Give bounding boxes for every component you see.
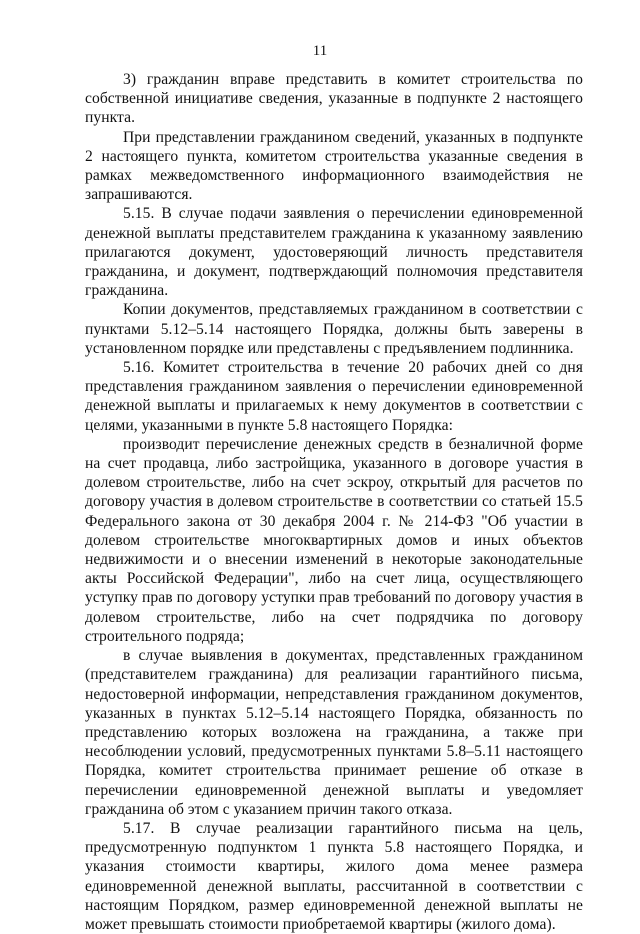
paragraph-transfer-funds: производит перечисление денежных средств в безналичной форме на счет продавца, либо застройщика, указанного в договоре участия в долевом строительстве, либо на счет эскроу, открытый для расчетов по договору участия в долевом строительстве в соответствии со статьей 15.5 Федерального закона от 30 декабря 2004 г. № 214-ФЗ "Об участии в долевом строительстве многоквартирных домов и иных объектов недвижимости и о внесении изменений в некоторые законодательные акты Российской Федерации", либо на счет лица, осуществляющего уступку прав по договору уступки прав требований по договору участия в долевом строительстве, либо на счет подрядчика по договору строительного подряда; xyxy=(85,435,583,645)
paragraph-5-15: 5.15. В случае подачи заявления о перечислении единовременной денежной выплаты представителем гражданина к указанному заявлению прилагаются документ, удостоверяющий личность представителя гражданина, и документ, подтверждающий полномочия представителя гражданина. xyxy=(85,205,583,300)
paragraph-refusal: в случае выявления в документах, представленных гражданином (представителем гражданина) для реализации гарантийного письма, недостоверной информации, непредставления гражданином документов, указанных в пунктах 5.12–5.14 настоящего Порядка, обязанность по представлению которых возложена на гражданина, а также при несоблюдении условий, предусмотренных пунктами 5.8–5.11 настоящего Порядка, комитет строительства принимает решение об отказе в перечислении единовременной денежной выплаты и уведомляет гражданина об этом с указанием причин такого отказа. xyxy=(85,647,583,818)
paragraph-subitem-3: 3) гражданин вправе представить в комитет строительства по собственной инициативе сведения, указанные в подпункте 2 настоящего пункта. xyxy=(85,71,583,127)
paragraph-info-request: При представлении гражданином сведений, указанных в подпункте 2 настоящего пункта, комитетом строительства указанные сведения в рамках межведомственного информационного взаимодействия не запрашиваются. xyxy=(85,128,583,204)
page-number: 11 xyxy=(312,43,328,59)
paragraph-5-17: 5.17. В случае реализации гарантийного письма на цель, предусмотренную подпунктом 1 пункта 5.8 настоящего Порядка, и указания стоимости квартиры, жилого дома менее размера единовременной денежной выплаты, рассчитанной в соответствии с настоящим Порядком, размер единовременной денежной выплаты не может превышать стоимости приобретаемой квартиры (жилого дома). xyxy=(85,819,583,933)
paragraph-document-copies: Копии документов, представляемых гражданином в соответствии с пунктами 5.12–5.14 настоящего Порядка, должны быть заверены в установленном порядке или представлены с предъявлением подлинника. xyxy=(85,301,583,357)
document-body xyxy=(85,70,583,934)
paragraph-5-16: 5.16. Комитет строительства в течение 20 рабочих дней со дня представления гражданином заявления о перечислении единовременной денежной выплаты и прилагаемых к нему документов в соответствии с целями, указанными в пункте 5.8 настоящего Порядка: xyxy=(85,359,583,434)
